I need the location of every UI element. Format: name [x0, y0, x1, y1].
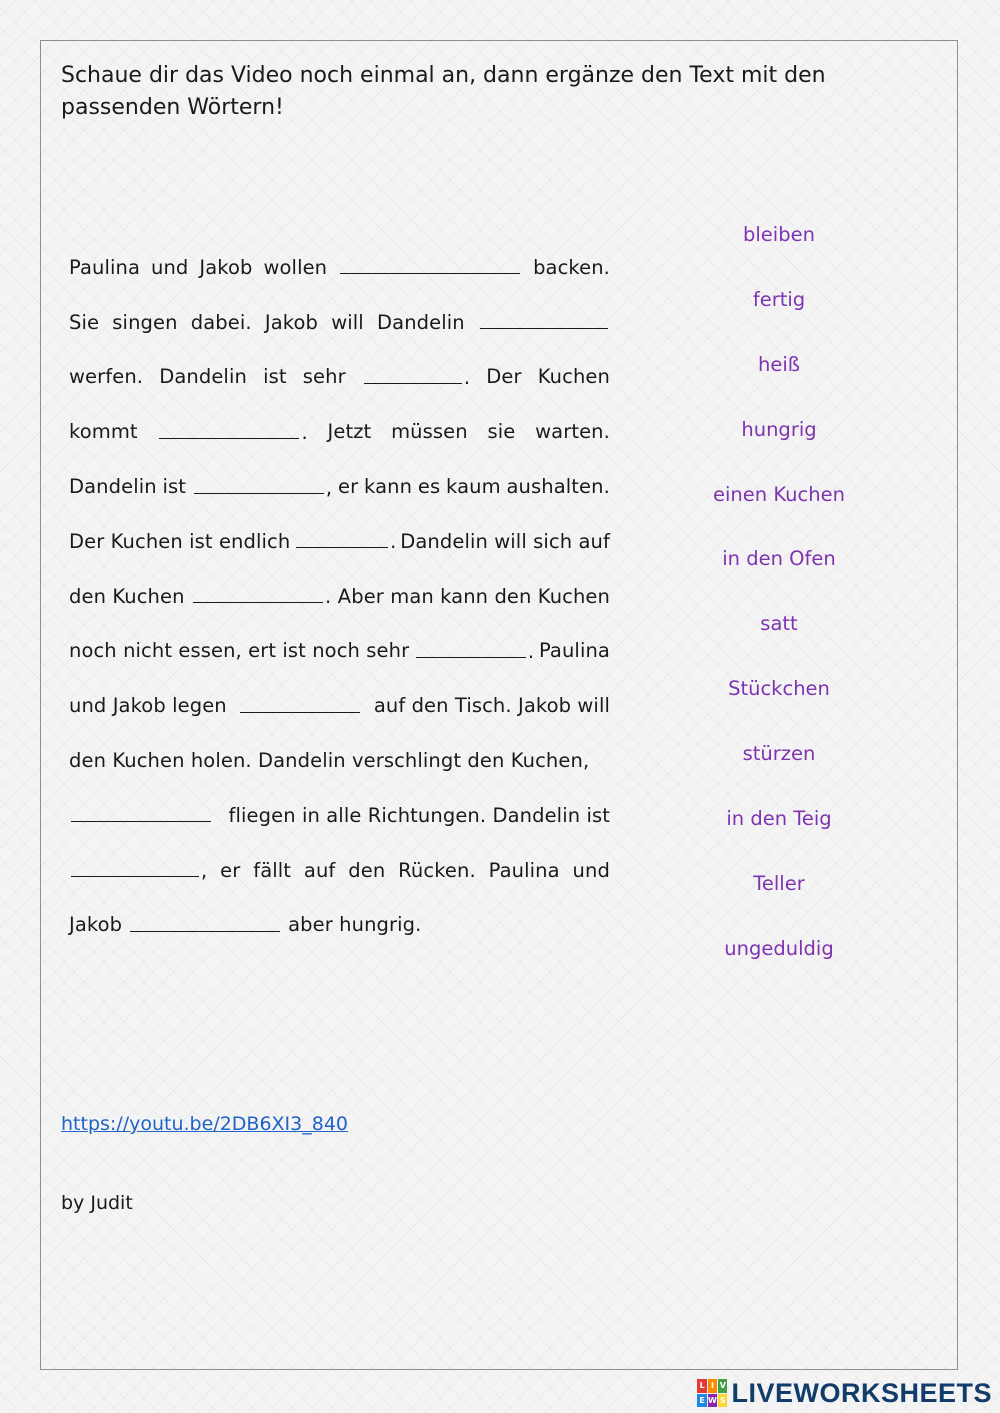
story-word: den Kuchen [69, 584, 185, 608]
story-word: Der [486, 365, 522, 389]
story-word: sehr [302, 365, 346, 389]
blank-group [128, 913, 282, 937]
story-word: wollen [263, 255, 328, 279]
story-line [69, 569, 610, 624]
story-word: Sie [69, 310, 100, 334]
brand-icon-tile: I [708, 1379, 717, 1393]
story-word: will [331, 310, 364, 334]
story-word: Paulina [538, 639, 610, 663]
story-word: Paulina [488, 858, 560, 882]
story-word: backen. [533, 255, 610, 279]
author-credit: by Judit [61, 1192, 133, 1214]
story-word: er [220, 858, 241, 882]
story-word: Jakob [199, 255, 253, 279]
brand-icon-tile: W [708, 1394, 717, 1408]
blank-field[interactable] [71, 803, 211, 822]
story-word: warten. [535, 420, 610, 444]
story-line [69, 678, 610, 733]
instruction-text: Schaue dir das Video noch einmal an, dann ergänze den Text mit den passenden Wörtern! [61, 63, 826, 120]
story-word: fällt [253, 858, 292, 882]
story-word: Der Kuchen ist endlich [69, 529, 291, 553]
story-line [69, 350, 610, 405]
story-word: dabei. [190, 310, 252, 334]
brand-icon-tile: L [697, 1379, 706, 1393]
blank-punctuation: , [201, 859, 208, 883]
brand-icon-tile: V [718, 1379, 727, 1393]
story-word: werfen. [69, 365, 144, 389]
story-word: Aber man kann den Kuchen [337, 584, 610, 608]
story-word: Dandelin [159, 365, 247, 389]
story-line [69, 624, 610, 679]
blank-field[interactable] [340, 255, 520, 274]
word-bank [679, 213, 879, 992]
story-word: Jakob [69, 913, 123, 937]
story-line [69, 514, 610, 569]
story-word: ist [263, 365, 287, 389]
story-word: kommt [69, 420, 138, 444]
word-bank-item[interactable]: heiß [757, 352, 801, 376]
story-word: Jakob [264, 310, 319, 334]
story-word: noch nicht essen, ert ist noch sehr [69, 639, 410, 663]
story-word: Kuchen [537, 365, 610, 389]
blank-group [362, 365, 470, 389]
story-word: singen [112, 310, 178, 334]
word-bank-item[interactable]: in den Ofen [722, 547, 836, 571]
story-word: Paulina [69, 255, 141, 279]
blank-group [69, 803, 213, 827]
blank-field[interactable] [364, 365, 462, 384]
video-link[interactable]: https://youtu.be/2DB6XI3_840 [61, 1113, 349, 1135]
story-line [69, 788, 610, 843]
blank-punctuation: . [463, 365, 471, 389]
story-line [69, 240, 610, 295]
story-line [69, 898, 610, 953]
brand-name: LIVEWORKSHEETS [731, 1377, 992, 1408]
blank-punctuation: . [527, 639, 535, 663]
word-bank-item[interactable]: Teller [753, 871, 805, 895]
story-word: es [417, 475, 441, 499]
story-line [69, 295, 610, 350]
story-word: Dandelin [377, 310, 465, 334]
liveworksheets-logo [697, 1373, 992, 1413]
blank-field[interactable] [130, 913, 280, 932]
word-bank-item[interactable]: Stückchen [728, 677, 830, 701]
brand-icon-tile: E [697, 1394, 706, 1408]
word-bank-item[interactable]: stürzen [742, 742, 816, 766]
story-text [69, 240, 610, 952]
blank-group [238, 694, 362, 718]
story-word: und [151, 255, 189, 279]
word-bank-item[interactable]: hungrig [741, 417, 817, 441]
story-word: Jetzt [327, 420, 372, 444]
blank-field[interactable] [480, 310, 608, 329]
story-word: den [348, 858, 386, 882]
blank-group [294, 529, 396, 553]
story-word: und Jakob legen [69, 694, 227, 718]
blank-field[interactable] [296, 529, 388, 548]
blank-field[interactable] [159, 420, 299, 439]
story-word: und [572, 858, 610, 882]
blank-group [414, 639, 534, 663]
story-word: Dandelin [69, 475, 157, 499]
blank-field[interactable] [71, 858, 199, 877]
blank-group [338, 255, 522, 279]
word-bank-item[interactable]: einen Kuchen [713, 482, 845, 506]
story-word: aber hungrig. [288, 913, 422, 937]
liveworksheets-icon [697, 1379, 727, 1407]
word-bank-item[interactable]: ungeduldig [724, 936, 834, 960]
blank-field[interactable] [240, 694, 360, 713]
story-line [69, 459, 610, 514]
word-bank-item[interactable]: satt [760, 612, 798, 636]
blank-field[interactable] [193, 584, 323, 603]
blank-punctuation: . [301, 420, 308, 444]
story-word: kann [364, 475, 413, 499]
story-word: den Kuchen holen. Dandelin verschlingt den Kuchen, [69, 749, 590, 773]
blank-group [192, 475, 332, 499]
brand-icon-tile: S [718, 1394, 727, 1408]
blank-group [157, 420, 307, 444]
story-word: auf [303, 858, 336, 882]
word-bank-item[interactable]: fertig [752, 287, 806, 311]
word-bank-item[interactable]: in den Teig [726, 807, 832, 831]
blank-group [191, 584, 331, 608]
blank-field[interactable] [194, 475, 324, 494]
story-line [69, 843, 610, 898]
blank-group [69, 858, 207, 882]
story-line [69, 404, 610, 459]
story-word: er [337, 475, 359, 499]
story-word: müssen [391, 420, 468, 444]
blank-field[interactable] [416, 639, 526, 658]
word-bank-item[interactable]: bleiben [743, 223, 815, 246]
story-word: sie [487, 420, 516, 444]
story-line [69, 733, 610, 788]
blank-punctuation: , [325, 475, 333, 499]
story-word: Rücken. [398, 858, 476, 882]
story-word: ist [162, 475, 187, 499]
blank-punctuation: . [390, 530, 397, 554]
story-word: aushalten. [506, 475, 610, 499]
story-word: auf den Tisch. Jakob will [373, 694, 610, 718]
blank-punctuation: . [325, 585, 332, 609]
story-word: kaum [446, 475, 501, 499]
story-word: fliegen in alle Richtungen. Dandelin ist [228, 803, 610, 827]
story-word: Dandelin will sich auf [400, 529, 610, 553]
blank-group [478, 310, 610, 334]
